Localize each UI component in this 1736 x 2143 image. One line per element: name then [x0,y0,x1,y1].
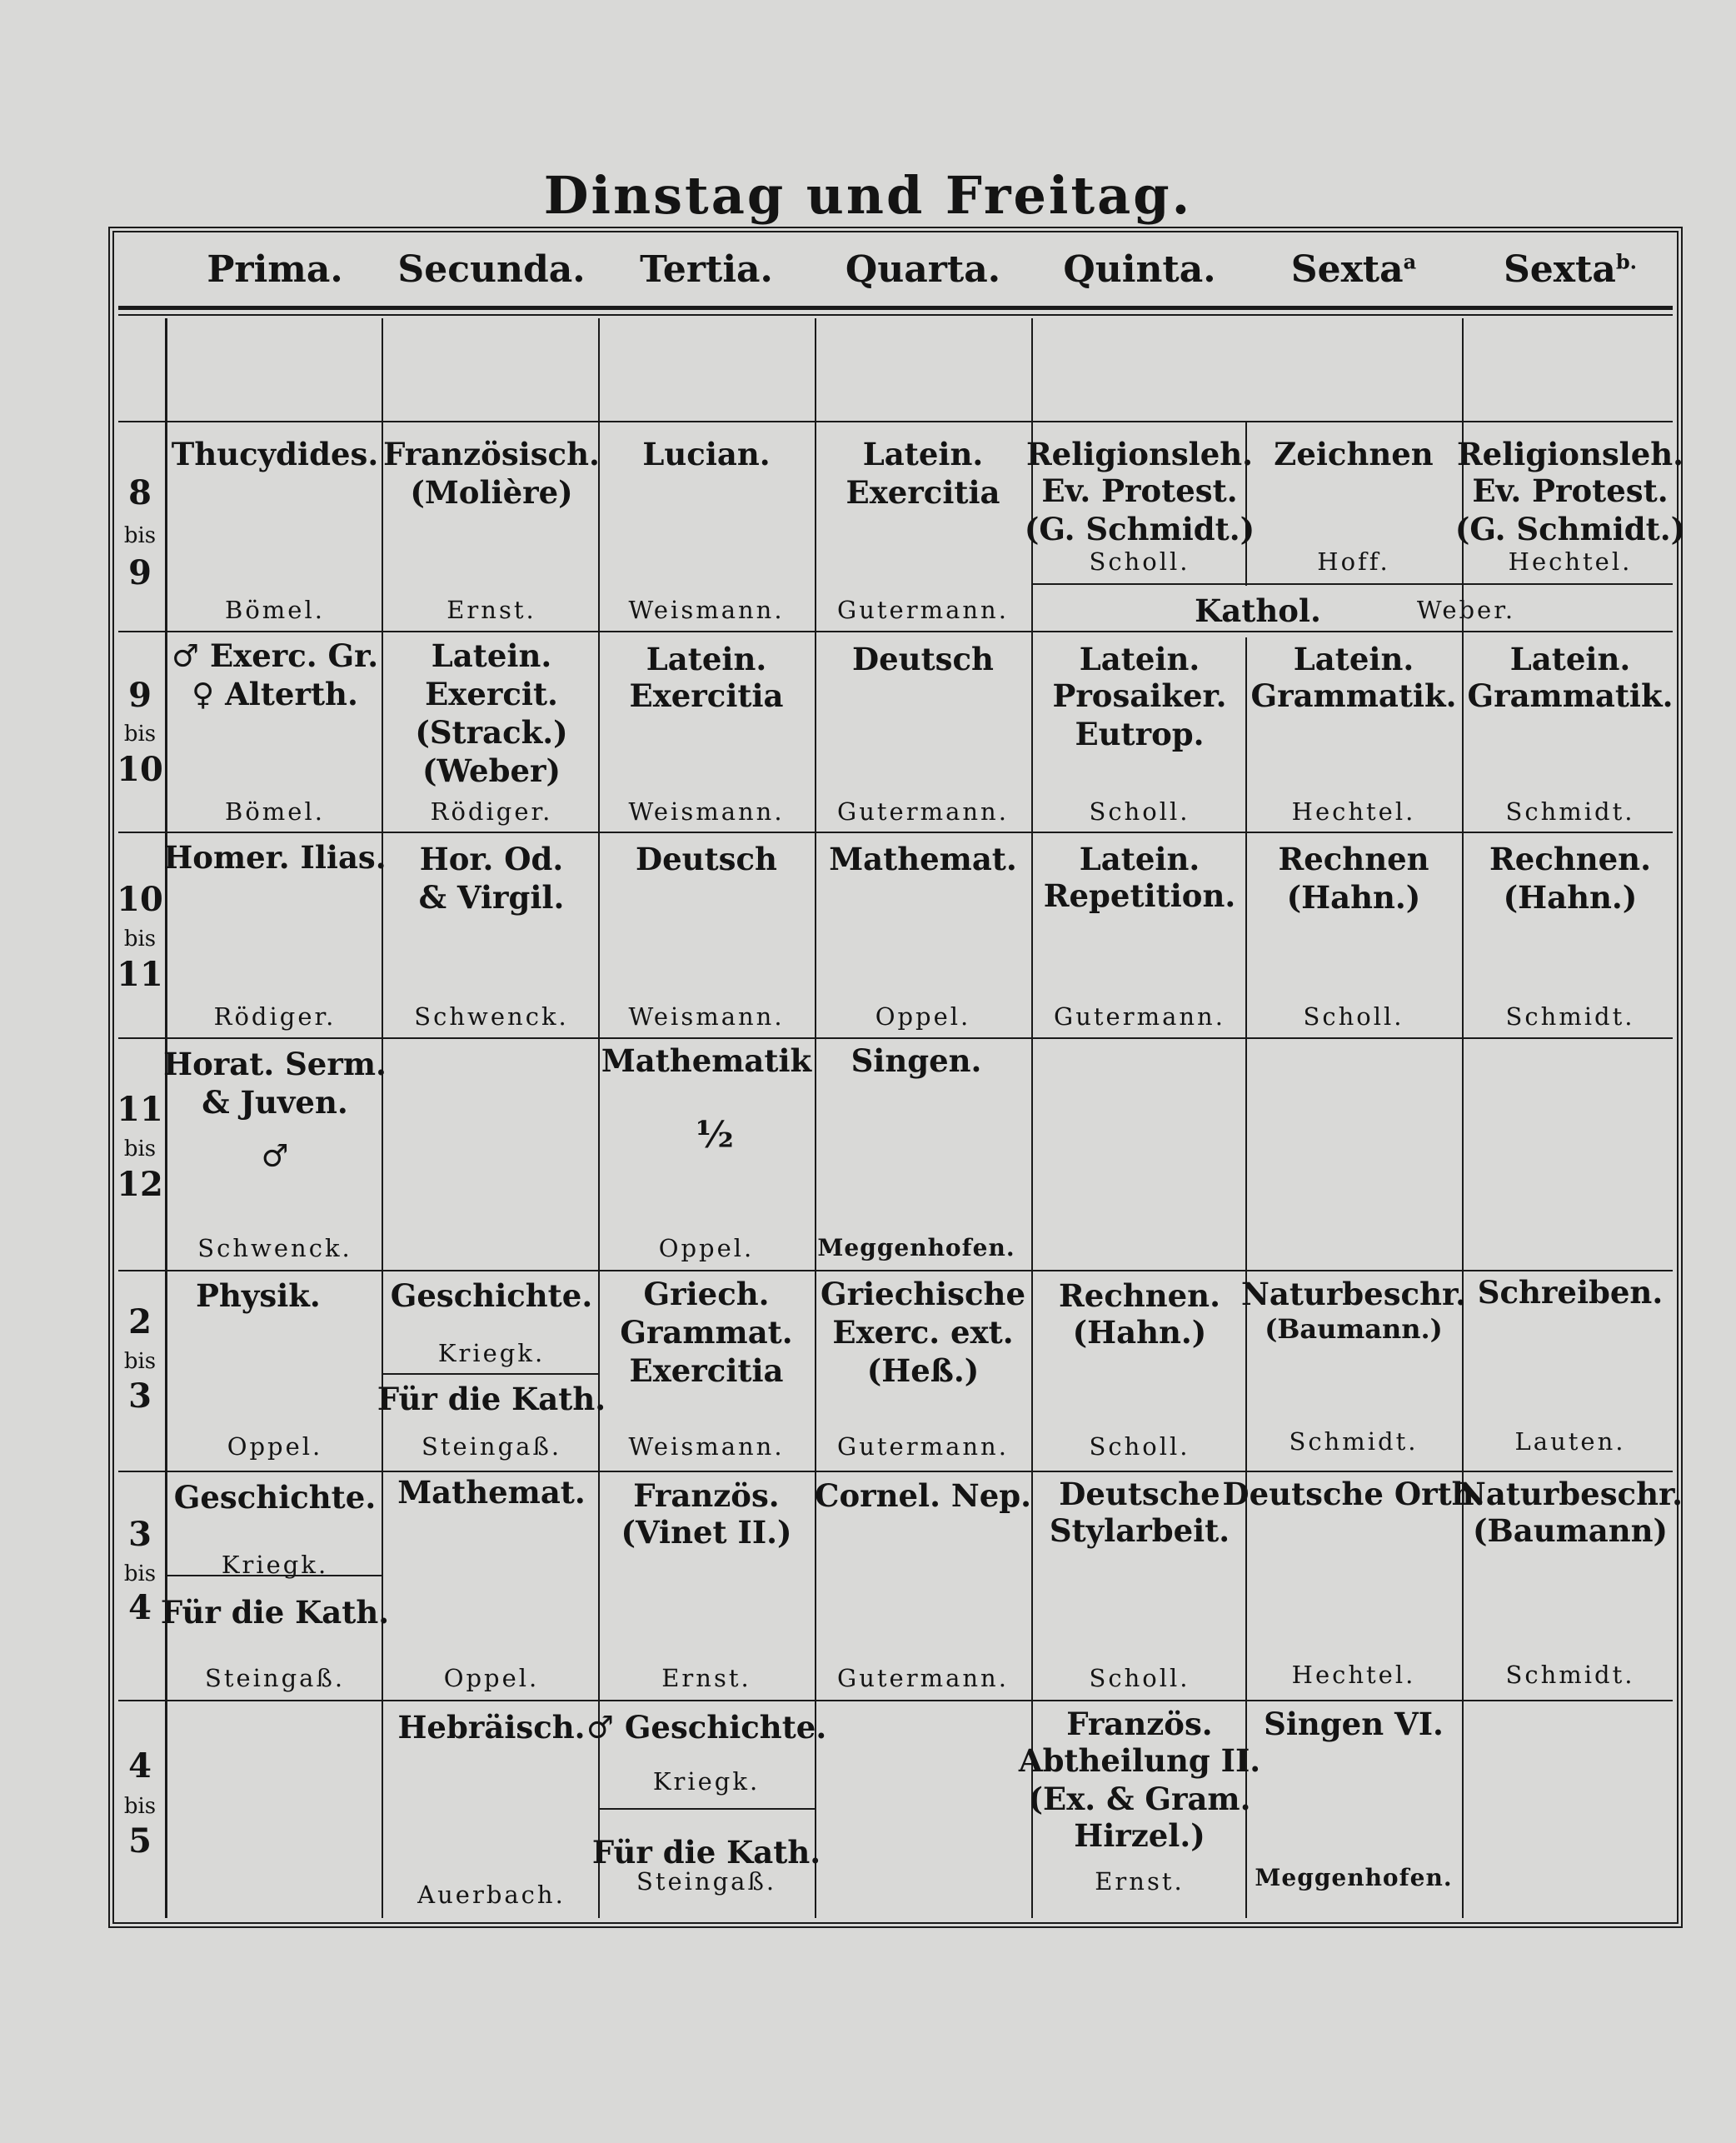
teacher-quarta: Gutermann. [837,1432,1009,1461]
subject-sexta-b: Schreiben. [1477,1274,1664,1311]
teacher-prima-kath: Steingaß. [204,1664,346,1692]
teacher-tertia: Weismann. [628,596,785,624]
sexta-b-superscript: b. [1615,249,1637,274]
page-title: Dinstag und Freitag. [543,165,1193,226]
column-header-sexta-a [1290,248,1417,291]
subject-quarta-line: Exerc. ext. [832,1314,1014,1351]
row-rule [118,421,1673,422]
subject-quinta-line: (Ex. & Gram. [1028,1781,1251,1817]
hour-to: 10 [117,750,163,789]
subject-secunda-line: & Virgil. [418,879,565,916]
subject-tertia-kath: Für die Kath. [591,1834,821,1871]
teacher-secunda: Oppel. [443,1664,540,1692]
hour-to: 11 [117,955,163,994]
teacher-sexta-a: Hechtel. [1291,1661,1416,1689]
column-header-quarta: Quarta. [845,248,1001,291]
subject-quinta-line: Stylarbeit. [1049,1512,1230,1549]
teacher-tertia-kath: Steingaß. [636,1867,777,1896]
column-header-tertia: Tertia. [640,248,773,291]
subject-secunda-line: (Molière) [410,474,573,511]
subject-prima-line: ♂ [261,1137,289,1174]
subject-secunda: Hor. Od. [419,841,564,877]
subject-sexta-b-line: Ev. Protest. [1472,472,1669,509]
column-rule [1031,318,1033,1918]
subject-quinta: Deutsche [1059,1476,1220,1512]
sexta-a-label: Sexta [1290,248,1404,291]
hour-to: 3 [128,1376,152,1416]
column-header-prima: Prima. [207,248,343,291]
teacher-sexta-b: Hechtel. [1508,547,1633,576]
hour-bis: bis [123,1136,157,1161]
row-rule [118,1037,1673,1039]
column-rule [815,318,816,1918]
subject-quinta-line: Ev. Protest. [1041,472,1238,509]
header-rule [118,306,1673,310]
subject-sexta-b: Naturbeschr. [1458,1476,1683,1512]
subject-secunda: Hebräisch. [397,1709,586,1746]
subject-quinta: Französ. [1066,1706,1213,1742]
teacher-secunda: Kriegk. [437,1339,546,1367]
subject-prima: Homer. Ilias. [163,839,387,876]
subject-prima: Thucydides. [171,436,379,472]
subject-sexta-b: Religionsleh. [1456,436,1684,472]
subject-secunda-line: (Strack.) [415,714,568,751]
hour-to: 5 [128,1821,152,1861]
subject-prima: Horat. Serm. [163,1046,387,1082]
row-rule [600,1808,815,1810]
teacher-quarta: Gutermann. [837,596,1009,624]
teacher-sexta-a: Meggenhofen. [1255,1864,1453,1891]
teacher-secunda: Ernst. [446,596,536,624]
row-rule [118,832,1673,833]
teacher-sexta-a: Hoff. [1317,547,1390,576]
subject-quarta: Mathemat. [829,841,1017,877]
teacher-tertia: Weismann. [628,1432,785,1461]
teacher-sexta-b: Schmidt. [1505,1661,1635,1689]
subject-quarta-line: Exercitia [846,474,1000,511]
subject-tertia: Mathematik [601,1042,812,1079]
teacher-prima: Schwenck. [197,1234,352,1262]
subject-secunda: Mathemat. [397,1474,586,1511]
subject-sexta-b-line: Grammatik. [1467,677,1674,714]
subject-quinta: Latein. [1079,841,1200,877]
subject-tertia: Latein. [646,641,767,677]
subject-quinta-line: Hirzel.) [1074,1817,1205,1854]
subject-prima-line: ♀ Alterth. [192,676,358,712]
subject-secunda-line: Exercit. [425,676,558,712]
hour-to: 9 [128,553,152,592]
teacher-quinta: Scholl. [1089,797,1190,826]
teacher-quinta: Scholl. [1089,1432,1190,1461]
teacher-sexta-b: Schmidt. [1505,797,1635,826]
row-rule [383,1373,598,1375]
subject-quinta-line: Eutrop. [1075,716,1205,752]
subject-sexta-b-line: (Hahn.) [1503,879,1638,916]
subject-sexta-a: Naturbeschr. [1241,1276,1466,1312]
teacher-prima: Bömel. [225,797,325,826]
subject-secunda: Geschichte. [390,1277,593,1314]
row-rule [118,1270,1673,1271]
hour-from: 9 [128,676,152,715]
subject-sexta-a-line: (Baumann.) [1265,1313,1443,1345]
hour-bis: bis [123,523,157,548]
hour-bis: bis [123,1794,157,1819]
subject-quinta: Latein. [1079,641,1200,677]
subject-prima: Physik. [196,1277,321,1314]
subject-secunda-kath: Für die Kath. [377,1381,606,1417]
teacher-tertia: Kriegk. [652,1767,761,1796]
hour-bis: bis [123,1561,157,1586]
teacher-tertia: Weismann. [628,1002,785,1031]
subject-prima: Geschichte. [173,1479,377,1516]
subject-quarta: Deutsch [852,641,994,677]
column-rule [382,318,383,1918]
subject-quarta: Cornel. Nep. [815,1477,1031,1514]
hour-to: 4 [128,1588,152,1627]
subject-secunda-line: (Weber) [422,752,561,789]
subject-prima-kath: Für die Kath. [160,1594,390,1631]
row-rule [118,1471,1673,1472]
teacher-quarta: Meggenhofen. [817,1234,1015,1261]
subject-kathol: Kathol. [1195,592,1321,629]
teacher-quinta: Scholl. [1089,547,1190,576]
column-rule [598,318,600,1918]
teacher-secunda: Auerbach. [417,1881,566,1909]
teacher-quarta: Gutermann. [837,1664,1009,1692]
subject-sexta-a: Deutsche Orth. [1222,1476,1485,1512]
teacher-quinta: Scholl. [1089,1664,1190,1692]
subject-tertia-line: Grammat. [620,1314,793,1351]
teacher-prima: Rödiger. [213,1002,337,1031]
subject-quinta-line: Abtheilung II. [1018,1742,1261,1779]
hour-bis: bis [123,927,157,952]
subject-quarta: Griechische [821,1276,1025,1312]
subject-quinta-line: (Hahn.) [1072,1314,1207,1351]
subject-tertia-line: ½ [696,1114,734,1156]
subject-tertia-line: (Vinet II.) [621,1514,792,1551]
subject-quarta: Singen. [851,1042,982,1079]
teacher-prima: Bömel. [225,596,325,624]
subject-tertia: Lucian. [642,436,771,472]
teacher-quarta: Gutermann. [837,797,1009,826]
subject-quinta-line: (G. Schmidt.) [1024,511,1255,547]
hour-from: 11 [117,1090,163,1129]
hour-to: 12 [117,1165,163,1204]
teacher-kathol: Weber. [1416,596,1516,624]
hour-from: 4 [128,1746,152,1786]
subject-quinta: Rechnen. [1059,1277,1220,1314]
hour-bis: bis [123,722,157,747]
teacher-sexta-b: Lauten. [1514,1427,1626,1456]
teacher-sexta-b: Schmidt. [1505,1002,1635,1031]
subject-sexta-b: Rechnen. [1489,841,1651,877]
hour-from: 2 [128,1302,152,1341]
teacher-sexta-a: Scholl. [1303,1002,1404,1031]
subject-quinta-line: Repetition. [1043,877,1236,914]
teacher-quinta: Ernst. [1095,1867,1185,1896]
subject-sexta-a: Latein. [1293,641,1414,677]
teacher-secunda-kath: Steingaß. [421,1432,562,1461]
teacher-quinta: Gutermann. [1054,1002,1225,1031]
subject-sexta-a-line: (Hahn.) [1286,879,1421,916]
subject-tertia: Französ. [633,1477,780,1514]
row-rule [1031,583,1673,585]
teacher-tertia: Oppel. [658,1234,755,1262]
subject-quarta-line: (Heß.) [866,1352,980,1389]
subject-quinta: Religionsleh. [1025,436,1254,472]
subject-sexta-a: Zeichnen [1274,436,1434,472]
hour-bis: bis [123,1349,157,1374]
row-rule [118,1700,1673,1701]
column-header-secunda: Secunda. [397,248,586,291]
row-rule [118,631,1673,632]
subject-sexta-b: Latein. [1509,641,1631,677]
column-header-quinta: Quinta. [1063,248,1216,291]
subject-secunda: Latein. [431,637,552,674]
column-rule [165,318,167,1918]
teacher-tertia: Ernst. [661,1664,751,1692]
teacher-tertia: Weismann. [628,797,785,826]
subject-secunda: Französisch. [383,436,600,472]
subject-quinta-line: Prosaiker. [1052,677,1227,714]
hour-from: 3 [128,1515,152,1554]
subject-sexta-a: Rechnen [1278,841,1429,877]
subject-sexta-b-line: (G. Schmidt.) [1454,511,1686,547]
teacher-sexta-a: Schmidt. [1289,1427,1419,1456]
subject-tertia-line: Exercitia [629,677,784,714]
teacher-prima: Oppel. [227,1432,323,1461]
column-rule [1462,318,1464,1918]
subject-quarta: Latein. [862,436,984,472]
subject-sexta-b-line: (Baumann) [1472,1512,1669,1549]
subject-prima-line: & Juven. [202,1084,348,1121]
teacher-quarta: Oppel. [875,1002,971,1031]
subject-tertia: Griech. [643,1276,770,1312]
subject-prima: ♂ Exerc. Gr. [171,637,379,674]
sexta-b-label: Sexta [1504,248,1616,291]
subject-tertia: ♂ Geschichte. [586,1709,827,1746]
column-header-sexta-b [1504,248,1637,291]
teacher-secunda: Schwenck. [414,1002,569,1031]
subject-sexta-a: Singen VI. [1264,1706,1444,1742]
hour-from: 10 [117,880,163,919]
subject-sexta-a-line: Grammatik. [1250,677,1457,714]
teacher-secunda: Rödiger. [430,797,553,826]
teacher-prima: Kriegk. [221,1551,329,1579]
subject-tertia-line: Exercitia [629,1352,784,1389]
sexta-a-superscript: a [1403,249,1417,274]
hour-from: 8 [128,473,152,512]
header-rule [118,314,1673,316]
subject-tertia: Deutsch [636,841,777,877]
teacher-sexta-a: Hechtel. [1291,797,1416,826]
